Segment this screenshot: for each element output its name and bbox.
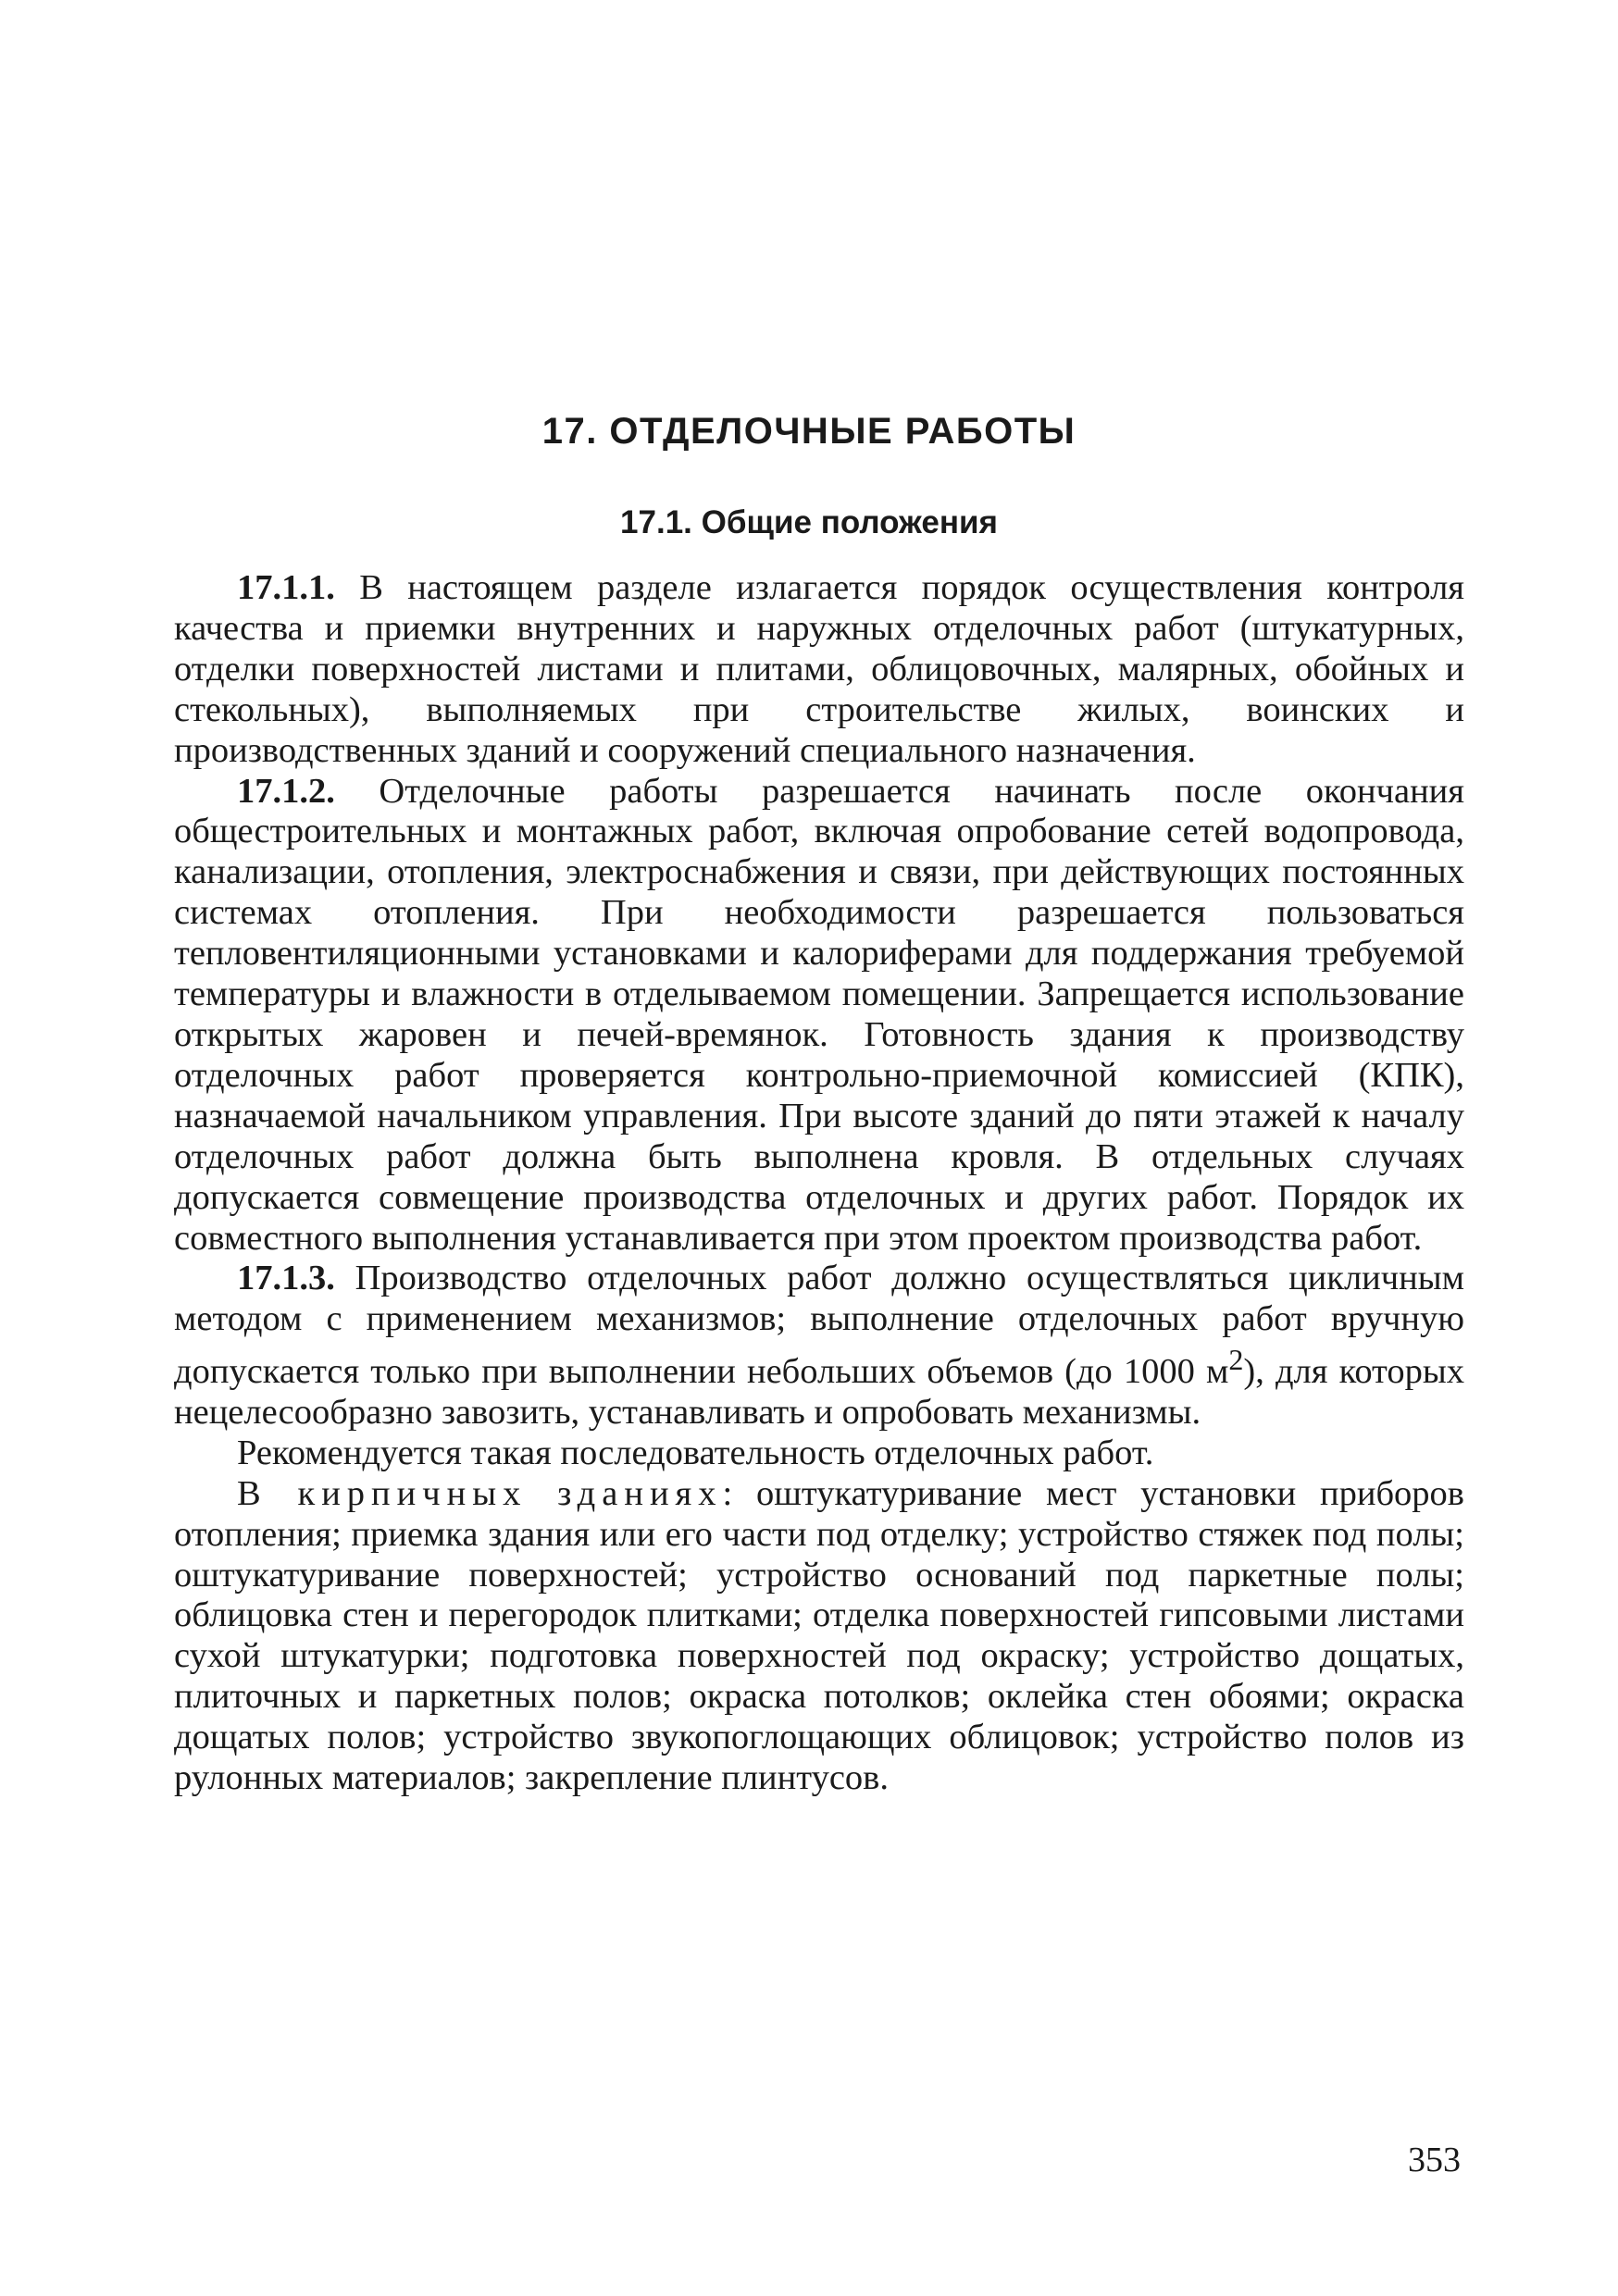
paragraph-text: Отделочные работы разрешается начинать после окончания общестроительных и монтажных работ, включая опробование сетей водопровода, канализации, отопления, электроснабжения и связи, при действующих постоянных системах отопления. При необходимости разрешается пользоваться тепловентиляционными установками и калориферами для поддержания требуемой температуры и влажности в отделываемом помещении. Запрещается использование открытых жаровен и печей-времянок. Готовность здания к производству отделочных работ проверяется контрольно-приемочной комиссией (КПК), назначаемой начальником управления. При высоте зданий до пяти этажей к началу отделочных работ должна быть выполнена кровля. В отдельных случаях допускается совмещение производства отделочных и других работ. Порядок их совместного выполнения устанавливается при этом проектом производства работ. — [174, 771, 1464, 1258]
paragraph-number: 17.1.3. — [237, 1259, 335, 1298]
paragraph-text: В настоящем разделе излагается порядок осуществления контроля качества и приемки внутренних и наружных отделочных работ (штукатурных, отделки поверхностей листами и плитами, облицовочных, малярных, обойных и стекольных), выполняемых при строительстве жилых, воинских и производственных зданий и сооружений специального назначения. — [174, 568, 1464, 770]
page-number: 353 — [1408, 2141, 1461, 2179]
paragraph-number: 17.1.2. — [237, 771, 335, 811]
paragraph-lead: В кирпичных зданиях — [237, 1473, 723, 1513]
superscript: 2 — [1228, 1343, 1244, 1377]
paragraph-17-1-3 — [174, 1259, 1464, 1433]
paragraph-number: 17.1.1. — [237, 568, 335, 607]
paragraph-recommendation — [174, 1433, 1464, 1474]
paragraph-17-1-1 — [174, 568, 1464, 772]
paragraph-17-1-2 — [174, 772, 1464, 1260]
paragraph-text: : оштукатуривание мест установки приборов отопления; приемка здания или его части под отделку; устройство стяжек под полы; оштукатуривание поверхностей; устройство оснований под паркетные полы; облицовка стен и перегородок плитками; отделка поверхностей гипсовыми листами сухой штукатурки; подготовка поверхностей под окраску; устройство дощатых, плиточных и паркетных полов; окраска потолков; оклейка стен обоями; окраска дощатых полов; устройство звукопоглощающих облицовок; устройство полов из рулонных материалов; закрепление плинтусов. — [174, 1473, 1464, 1798]
paragraph-text: Рекомендуется такая последовательность отделочных работ. — [237, 1433, 1154, 1472]
paragraph-text: Производство отделочных работ должно осуществляться цикличным методом с применением механизмов; выполнение отделочных работ вручную допускается только при выполнении небольших объемов (до 1000 м — [174, 1259, 1464, 1392]
chapter-title: 17. ОТДЕЛОЧНЫЕ РАБОТЫ — [541, 411, 1077, 452]
paragraph-brick-buildings — [174, 1474, 1464, 1799]
body-text — [174, 568, 1464, 1799]
section-title: 17.1. Общие положения — [620, 504, 998, 540]
paragraph-text: ), для которых нецелесообразно завозить, устанавливать и опробовать механизмы. — [174, 1352, 1464, 1432]
